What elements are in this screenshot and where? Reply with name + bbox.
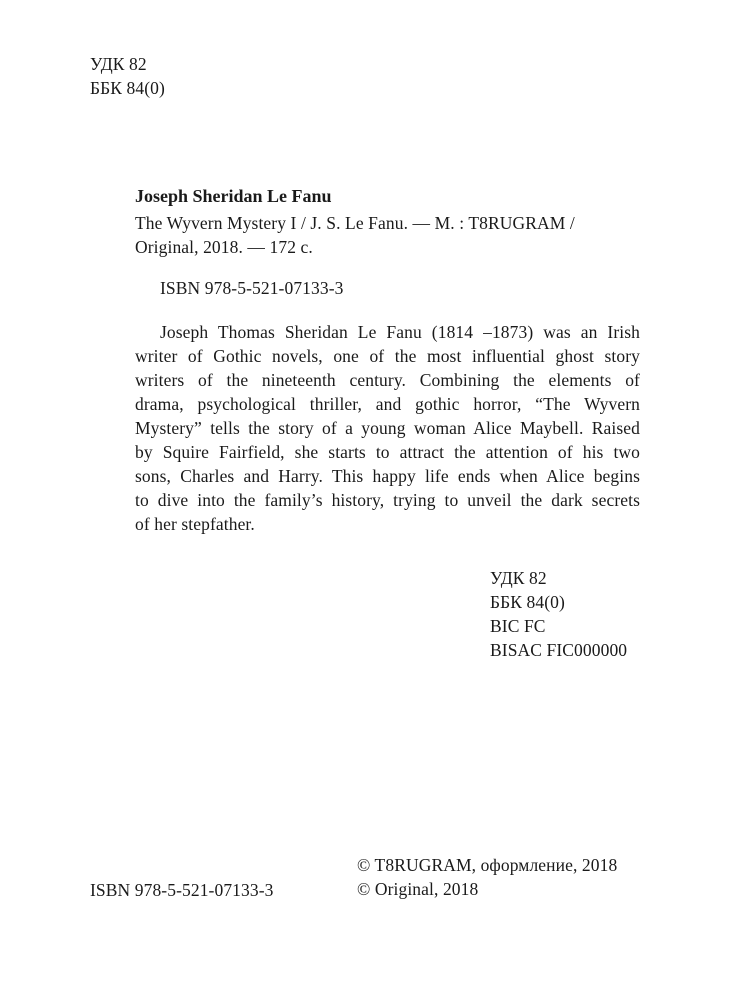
classification-code: ББК 84(0) [490,592,565,612]
abstract-line: writers of the nineteenth century. Combining the elements of [135,370,640,390]
isbn-footer: ISBN 978-5-521-07133-3 [90,880,274,900]
classification-codes [490,566,627,662]
copyright-line: © T8RUGRAM, оформление, 2018 [357,855,618,875]
copyright-line: © Original, 2018 [357,879,479,899]
abstract-line: by Squire Fairfield, she starts to attract the attention of his two [135,442,640,462]
bibliographic-citation [135,211,575,259]
classification-code: BIC FC [490,616,546,636]
abstract-paragraph [135,320,640,536]
copyright-notices [357,853,617,901]
abstract-line: sons, Charles and Harry. This happy life ends when Alice begins [135,466,640,486]
top-classification-codes [90,52,165,100]
author-heading: Joseph Sheridan Le Fanu [135,186,332,206]
classification-code: УДК 82 [490,568,547,588]
citation-line: The Wyvern Mystery I / J. S. Le Fanu. — M. : T8RUGRAM / [135,213,575,233]
isbn-record: ISBN 978-5-521-07133-3 [160,278,344,298]
bbk-code: ББК 84(0) [90,78,165,98]
abstract-line: Mystery” tells the story of a young woman Alice Maybell. Raised [135,418,640,438]
abstract-line: Joseph Thomas Sheridan Le Fanu (1814 –1873) was an Irish [160,322,640,342]
udk-code: УДК 82 [90,54,147,74]
abstract-line: of her stepfather. [135,514,255,534]
abstract-line: writer of Gothic novels, one of the most influential ghost story [135,346,640,366]
citation-line: Original, 2018. — 172 c. [135,237,313,257]
abstract-line: drama, psychological thriller, and gothic horror, “The Wyvern [135,394,640,414]
classification-code: BISAC FIC000000 [490,640,628,660]
abstract-line: to dive into the family’s history, trying to unveil the dark secrets [135,490,640,510]
